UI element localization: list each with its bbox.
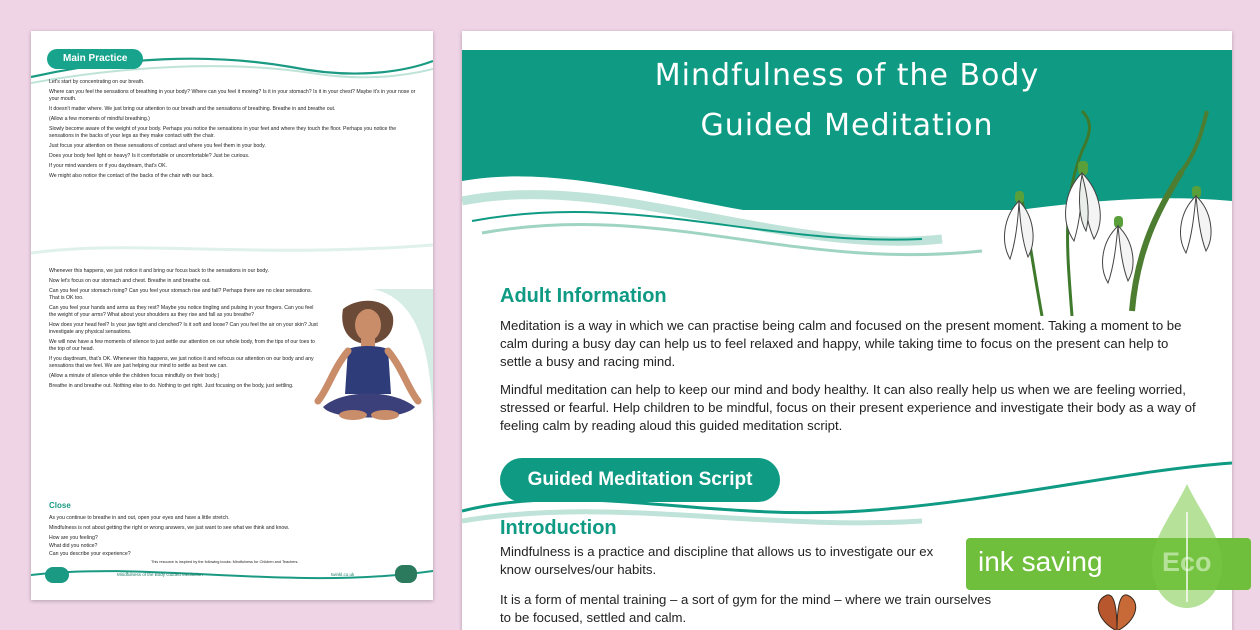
paragraph: Now let's focus on our stomach and chest. Breathe in and breathe out. — [49, 278, 211, 284]
guided-meditation-script-pill: Guided Meditation Script — [500, 458, 780, 502]
paragraph: It doesn't matter where. We just bring our attention to our breath and the sensations of breathing. Breathe in and breathe out. — [49, 106, 336, 112]
title-line-1: Mindfulness of the Body — [654, 58, 1040, 93]
paragraph: If you daydream, that's OK. Whenever this happens, we just notice it and refocus our attention on our body and any sensations that we feel. We are just helping our mind to settle as best we can. — [49, 356, 314, 369]
body-focus-text — [49, 268, 319, 393]
paragraph: (Allow a minute of silence while the children focus mindfully on their body.) — [49, 373, 220, 379]
paragraph: Does your body feel light or heavy? Is it comfortable or uncomfortable? Just be curious. — [49, 153, 250, 159]
adult-information-heading: Adult Information — [500, 285, 667, 307]
title-line-2: Guided Meditation — [700, 108, 994, 143]
footer-title: Mindfulness of the Body Guided Meditation — [117, 572, 203, 577]
paragraph: We will now have a few moments of silence to just settle our attention on our whole body, from the tips of our toes to the top of our head. — [49, 339, 315, 352]
twinkl-logo — [45, 567, 69, 583]
divider-wave — [31, 231, 433, 271]
footnote: This resource is inspired by the following books: Mindfulness for Children and Teachers. — [151, 560, 299, 564]
paragraph: We might also notice the contact of the backs of the chair with our back. — [49, 173, 214, 179]
paragraph: Mindfulness is not about getting the right or wrong answers, we just want to see what we think and know. — [49, 525, 290, 531]
paragraph: Can you feel your stomach rising? Can you feel your stomach rise and fall? Perhaps there are no clear sensations. That is OK too. — [49, 288, 312, 301]
close-heading: Close — [49, 501, 71, 510]
back-page-preview — [31, 31, 433, 600]
question: How are you feeling? — [49, 535, 98, 541]
intro-line: know ourselves/our habits. — [500, 562, 657, 577]
paragraph: Breathe in and breathe out. Nothing else to do. Nothing to get right. Just focusing on the body, just settling. — [49, 383, 294, 389]
meditating-person-illustration — [303, 289, 433, 439]
paragraph: Slowly become aware of the weight of your body. Perhaps you notice the sensations in your feet and where they touch the floor. Perhaps you notice the sensations in the backs of your legs as they make contact with the chair. — [49, 126, 397, 139]
footer-url: twinkl.co.uk — [331, 572, 355, 577]
snowdrop-flowers-illustration — [982, 91, 1232, 316]
intro-line: It is a form of mental training – a sort of gym for the mind – where we train ourselves — [500, 592, 992, 607]
main-practice-text — [49, 79, 419, 183]
butterfly-illustration — [1087, 591, 1147, 630]
paragraph: As you continue to breathe in and out, open your eyes and have a little stretch. — [49, 515, 230, 521]
introduction-heading: Introduction — [500, 517, 617, 539]
question: Can you describe your experience? — [49, 551, 131, 557]
introduction-paragraph-2 — [500, 591, 1100, 627]
paragraph: If your mind wanders or if you daydream, that's OK. — [49, 163, 168, 169]
intro-line: to be focused, settled and calm. — [500, 610, 687, 625]
paragraph: Can you feel your hands and arms as they rest? Maybe you notice tingling and pulsing in your fingers. Can you feel the weight of your arms? What about your shoulders as they rise and fall as you breathe? — [49, 305, 314, 318]
ink-saving-label: ink saving — [978, 546, 1103, 577]
paragraph: Where can you feel the sensations of breathing in your body? Where can you feel it moving? Is it in your stomach? Is it in your chest? Maybe it's in your nose or your mouth. — [49, 89, 416, 102]
main-practice-pill: Main Practice — [47, 49, 143, 69]
paragraph: (Allow a few moments of mindful breathing.) — [49, 116, 150, 122]
quality-badge-icon — [395, 565, 417, 583]
paragraph: How does your head feel? Is your jaw tight and clenched? Is it soft and loose? Can you feel the air on your skin? Just investigate any physical sensations. — [49, 322, 318, 335]
paragraph: Just focus your attention on these sensations of contact and where you feel them in your body. — [49, 143, 266, 149]
adult-information-paragraph-2: Mindful meditation can help to keep our mind and body healthy. It can also really help us when we are feeling worried, stressed or fearful. Help children to be mindful, focus on their present experience and investigate their body as a way of feeling calm by reading aloud this guided meditation script. — [500, 382, 1196, 433]
adult-information-paragraph-1: Meditation is a way in which we can practise being calm and focused on the present moment. Taking a moment to be calm during a busy day can help us to feel relaxed and happy, while taking time to focus on the present can help to settle a busy and racing mind. — [500, 318, 1182, 369]
leaf-drop-icon — [1150, 482, 1224, 610]
footer-wave — [31, 551, 433, 600]
intro-line: Mindfulness is a practice and discipline that allows us to investigate our ex — [500, 544, 934, 559]
paragraph: Let's start by concentrating on our breath. — [49, 79, 145, 85]
question: What did you notice? — [49, 543, 98, 549]
paragraph: Whenever this happens, we just notice it and bring our focus back to the sensations in our body. — [49, 268, 269, 274]
